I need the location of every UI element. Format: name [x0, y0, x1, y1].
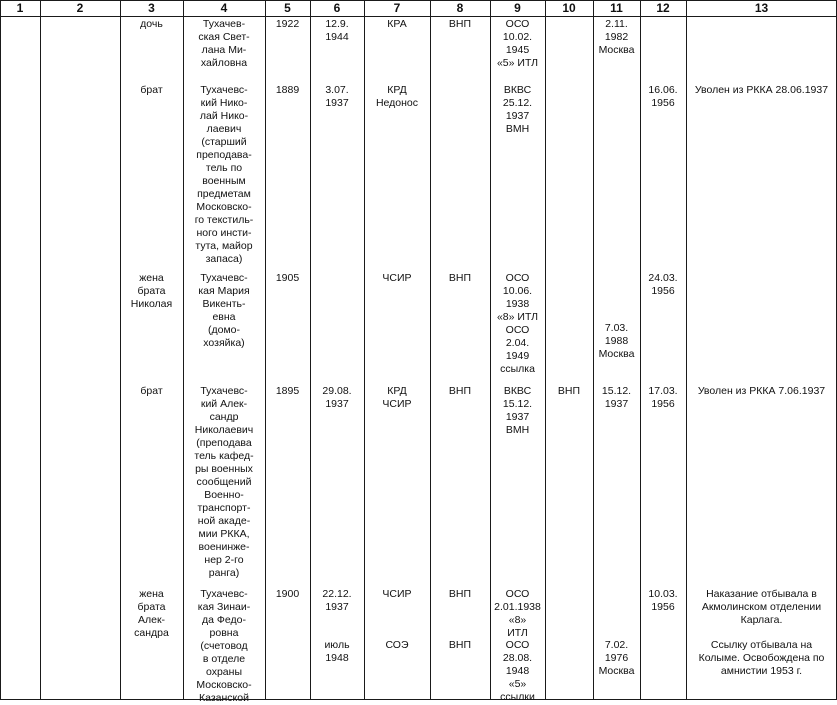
- charge-cell: ЧСИР: [382, 272, 412, 284]
- arrest-date-cell: 12.9. 1944: [325, 18, 349, 43]
- col8-cell: ВНП: [448, 588, 472, 600]
- birth-year-cell: 1889: [275, 84, 300, 96]
- relation-cell: брат: [140, 385, 163, 397]
- arrest-date-cell: 22.12. 1937: [322, 588, 352, 613]
- arrest-date-cell: 29.08. 1937: [322, 385, 352, 410]
- rehab-cell: 17.03. 1956: [648, 385, 678, 410]
- charge-cell: КРА: [387, 18, 407, 30]
- death-cell: 7.03. 1988 Москва: [598, 322, 635, 360]
- charge-cell: КРД ЧСИР: [382, 385, 412, 410]
- sentence-cell: ОСО 10.02. 1945 «5» ИТЛ: [496, 18, 539, 69]
- charge-cell: КРД Недонос: [375, 84, 419, 109]
- rehab-cell: 10.03. 1956: [648, 588, 678, 613]
- column-header-3: 3: [148, 1, 155, 15]
- person-cell: Тухачевс- кая Зинаи- да Федо- ровна (счетовод в отделе охраны Московско- Казанской: [196, 588, 252, 704]
- birth-year-cell: 1922: [275, 18, 300, 30]
- column-header-13: 13: [754, 1, 769, 15]
- birth-year-cell: 1900: [275, 588, 300, 600]
- note-cell: Уволен из РККА 28.06.1937: [694, 84, 829, 96]
- column-header-9: 9: [514, 1, 521, 15]
- col8-cell: ВНП: [448, 272, 472, 284]
- header-divider: [0, 16, 837, 17]
- rehab-cell: 24.03. 1956: [648, 272, 678, 297]
- sentence-cell: ОСО 10.06. 1938 «8» ИТЛ ОСО 2.04. 1949 ссылка: [496, 272, 539, 375]
- column-divider: [545, 0, 546, 700]
- note-cell-2: Ссылку отбывала на Колыме. Освобождена по амнистии 1953 г.: [698, 639, 825, 677]
- column-header-8: 8: [456, 1, 464, 15]
- relation-cell: дочь: [140, 18, 163, 30]
- sentence-cell-2: ОСО 28.08. 1948 «5» ссылки: [500, 639, 535, 703]
- person-cell: Тухачевс- кая Мария Викенть- евна (домо- хозяйка): [198, 272, 250, 349]
- charge-cell: ЧСИР: [382, 588, 412, 600]
- col8-cell: ВНП: [448, 385, 472, 397]
- arrest-date-cell-2: июль 1948: [324, 639, 350, 664]
- relation-cell: жена брата Николая: [130, 272, 173, 310]
- col10-cell: ВНП: [557, 385, 581, 397]
- column-header-2: 2: [76, 1, 84, 15]
- column-header-1: 1: [16, 1, 24, 15]
- death-cell: 2.11. 1982 Москва: [598, 18, 635, 56]
- relation-cell: жена брата Алек- сандра: [134, 588, 169, 639]
- column-header-12: 12: [656, 1, 670, 15]
- note-cell: Уволен из РККА 7.06.1937: [697, 385, 826, 397]
- death-cell: 7.02. 1976 Москва: [598, 639, 635, 677]
- column-header-6: 6: [333, 1, 341, 15]
- column-header-5: 5: [284, 1, 291, 15]
- column-header-4: 4: [220, 1, 228, 15]
- arrest-date-cell: 3.07. 1937: [325, 84, 349, 109]
- birth-year-cell: 1895: [275, 385, 300, 397]
- person-cell: Тухачевс- кий Нико- лай Нико- лаевич (старший преподава- тель по военным предметам Московско- го текстиль- ного инсти- тута, майор запаса): [194, 84, 254, 265]
- column-header-7: 7: [393, 1, 401, 15]
- death-cell: 15.12. 1937: [601, 385, 632, 410]
- sentence-cell: ВКВС 15.12. 1937 ВМН: [502, 385, 533, 436]
- rehab-cell: 16.06. 1956: [648, 84, 678, 109]
- column-header-10: 10: [562, 1, 576, 15]
- note-cell: Наказание отбывала в Акмолинском отделении Карлага.: [701, 588, 822, 626]
- column-divider: [40, 0, 41, 700]
- col8-cell: ВНП: [448, 18, 472, 30]
- col8-cell-2: ВНП: [448, 639, 472, 651]
- sentence-cell: ОСО 2.01.1938 «8» ИТЛ: [494, 588, 541, 639]
- person-cell: Тухачев- ская Свет- лана Ми- хайловна: [198, 18, 250, 69]
- sentence-cell: ВКВС 25.12. 1937 ВМН: [502, 84, 533, 135]
- birth-year-cell: 1905: [275, 272, 300, 284]
- person-cell: Тухачевс- кий Алек- сандр Николаевич (преподава тель кафед- ры военных сообщений Военно- транспорт- ной акаде- мии РККА, военинже- нер 2-го ранга): [194, 385, 254, 579]
- relation-cell: брат: [140, 84, 163, 96]
- charge-cell-2: СОЭ: [385, 639, 409, 651]
- column-header-11: 11: [610, 1, 623, 15]
